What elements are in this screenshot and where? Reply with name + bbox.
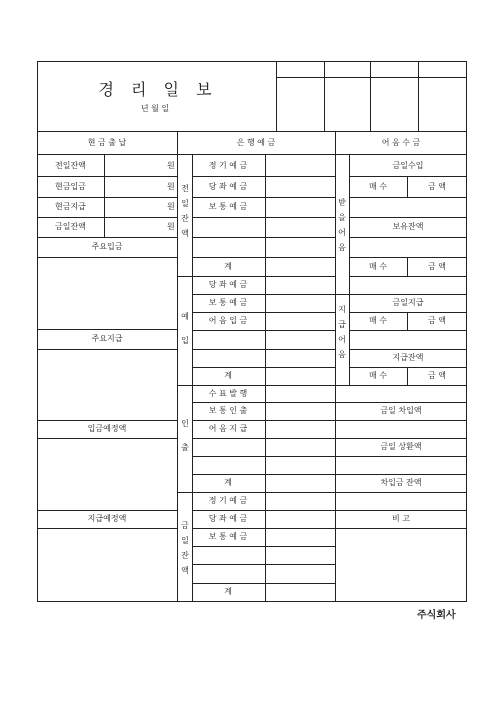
notes-line: [349, 312, 467, 313]
bank-line: [192, 217, 335, 218]
planned-income-label: 입금예정액: [87, 424, 127, 433]
notes-count-divider: [407, 176, 408, 197]
bank-row-label: 보 통 인 출: [208, 406, 248, 415]
stamp-divider: [370, 61, 371, 131]
bank-value-divider: [265, 154, 266, 602]
bank-line: [192, 312, 335, 313]
cash-label-divider: [104, 154, 105, 237]
bank-row-label: 정 기 예 금: [208, 161, 248, 170]
bank-row-label: 보 통 예 금: [208, 532, 248, 541]
notes-line: [335, 402, 467, 403]
bank-group-divider: [192, 154, 193, 602]
bank-total-label: 계: [224, 478, 232, 487]
notes-line: [335, 492, 467, 493]
bank-row-label: 당 좌 예 금: [208, 514, 248, 523]
cash-row-label: 금일잔액: [55, 222, 86, 231]
notes-section-header: 어 음 수 금: [381, 138, 421, 147]
cash-line: [37, 420, 177, 421]
notes-line: [335, 474, 467, 475]
notes-line: [335, 528, 467, 529]
cash-line: [37, 217, 177, 218]
payment-balance-label: 지급잔액: [392, 353, 424, 362]
main-expense-label: 주요지급: [91, 334, 123, 343]
bank-row-label: 수 표 발 행: [208, 389, 248, 398]
bank-line: [192, 367, 335, 368]
main-income-label: 주요입금: [91, 242, 123, 251]
holding-balance-label: 보유잔액: [392, 222, 424, 231]
bank-total-label: 계: [224, 371, 232, 380]
notes-line: [349, 257, 467, 258]
bank-line: [192, 237, 335, 238]
bank-line: [192, 474, 335, 475]
amount-header: 금 액: [428, 371, 446, 380]
cash-unit: 원: [167, 161, 175, 170]
bank-line: [192, 420, 335, 421]
bank-total-label: 계: [224, 587, 232, 596]
section-divider-cash-bank: [177, 131, 178, 602]
bank-today-balance-group-label: 금 일 잔 액: [181, 521, 189, 575]
bank-row-label: 어 음 입 금: [208, 316, 248, 325]
bank-line: [192, 583, 335, 584]
notes-line: [349, 349, 467, 350]
bank-line: [192, 546, 335, 547]
bank-withdraw-group-label: 인 출: [181, 419, 189, 452]
loan-balance-label: 차입금 잔액: [380, 478, 422, 487]
count-header: 매 수: [369, 182, 387, 191]
bank-line: [192, 349, 335, 350]
stamp-divider: [418, 61, 419, 131]
today-borrow-label: 금일 차입액: [380, 406, 422, 415]
remarks-label: 비 고: [392, 514, 410, 523]
cash-unit: 원: [167, 222, 175, 231]
bank-row-label: 당 좌 예 금: [208, 182, 248, 191]
notes-line: [349, 217, 467, 218]
bank-line: [177, 385, 335, 386]
notes-line: [349, 330, 467, 331]
bank-row-label: 당 좌 예 금: [208, 280, 248, 289]
cash-row-label: 현금지급: [55, 202, 86, 211]
cash-line: [37, 197, 177, 198]
notes-count-divider: [407, 257, 408, 276]
payable-notes-group-label: 지 급 어 음: [338, 305, 346, 359]
date-line: 년 월 일: [140, 104, 170, 113]
notes-group-divider: [349, 154, 350, 385]
notes-line: [349, 197, 467, 198]
bank-row-label: 보 통 예 금: [208, 202, 248, 211]
bank-line: [192, 294, 335, 295]
stamp-row-line: [276, 77, 467, 78]
frame-top: [37, 61, 467, 62]
bank-line: [192, 564, 335, 565]
section-divider-bank-notes: [335, 131, 336, 602]
bank-line: [177, 492, 335, 493]
bank-line: [192, 528, 335, 529]
count-header: 매 수: [369, 262, 387, 271]
amount-header: 금 액: [428, 316, 446, 325]
bank-line: [192, 330, 335, 331]
count-header: 매 수: [369, 371, 387, 380]
section-header-line: [37, 154, 467, 155]
notes-line: [335, 438, 467, 439]
receivable-notes-group-label: 받 을 어 음: [338, 198, 346, 252]
bank-total-label: 계: [224, 262, 232, 271]
bank-row-label: 어 음 지 급: [208, 424, 248, 433]
bank-prev-balance-group-label: 전 일 잔 액: [181, 184, 189, 238]
bank-line: [192, 176, 335, 177]
bank-line: [192, 438, 335, 439]
notes-line: [349, 176, 467, 177]
notes-line: [349, 367, 467, 368]
notes-line: [335, 385, 467, 386]
frame-bottom: [37, 601, 467, 602]
today-receipt-label: 금일수입: [392, 161, 424, 170]
bank-row-label: 정 기 예 금: [208, 496, 248, 505]
cash-line: [37, 510, 177, 511]
bank-line: [192, 456, 335, 457]
bank-line: [192, 510, 335, 511]
cash-row-label: 전일잔액: [55, 161, 86, 170]
header-bottom-line: [37, 131, 467, 132]
notes-count-divider: [407, 367, 408, 385]
bank-line: [192, 197, 335, 198]
cash-unit: 원: [167, 182, 175, 191]
notes-line: [335, 294, 467, 295]
notes-line: [335, 456, 467, 457]
cash-line: [37, 257, 177, 258]
frame-right: [466, 61, 467, 602]
frame-left: [37, 61, 38, 602]
cash-line: [37, 528, 177, 529]
cash-section-header: 현 금 출 납: [87, 138, 127, 147]
notes-count-divider: [407, 312, 408, 330]
today-payment-label: 금일지급: [392, 298, 424, 307]
stamp-divider: [324, 61, 325, 131]
bank-line: [192, 257, 335, 258]
cash-unit: 원: [167, 202, 175, 211]
cash-line: [37, 176, 177, 177]
cash-line: [37, 329, 177, 330]
bank-line: [192, 402, 335, 403]
cash-line: [37, 438, 177, 439]
today-repay-label: 금일 상환액: [380, 442, 422, 451]
amount-header: 금 액: [428, 182, 446, 191]
bank-deposit-group-label: 예 입: [181, 312, 189, 345]
cash-line: [37, 237, 177, 238]
company-suffix: 주식회사: [417, 610, 456, 621]
form-title: 경 리 일 보: [98, 80, 218, 99]
stamp-divider: [276, 61, 277, 131]
bank-section-header: 은 행 예 금: [236, 138, 276, 147]
planned-expense-label: 지급예정액: [87, 514, 127, 523]
notes-line: [349, 276, 467, 277]
bank-line: [177, 276, 335, 277]
cash-line: [37, 349, 177, 350]
notes-line: [335, 510, 467, 511]
amount-header: 금 액: [428, 262, 446, 271]
count-header: 매 수: [369, 316, 387, 325]
notes-line: [349, 237, 467, 238]
notes-line: [335, 420, 467, 421]
bank-row-label: 보 통 예 금: [208, 298, 248, 307]
cash-row-label: 현금입금: [55, 182, 86, 191]
